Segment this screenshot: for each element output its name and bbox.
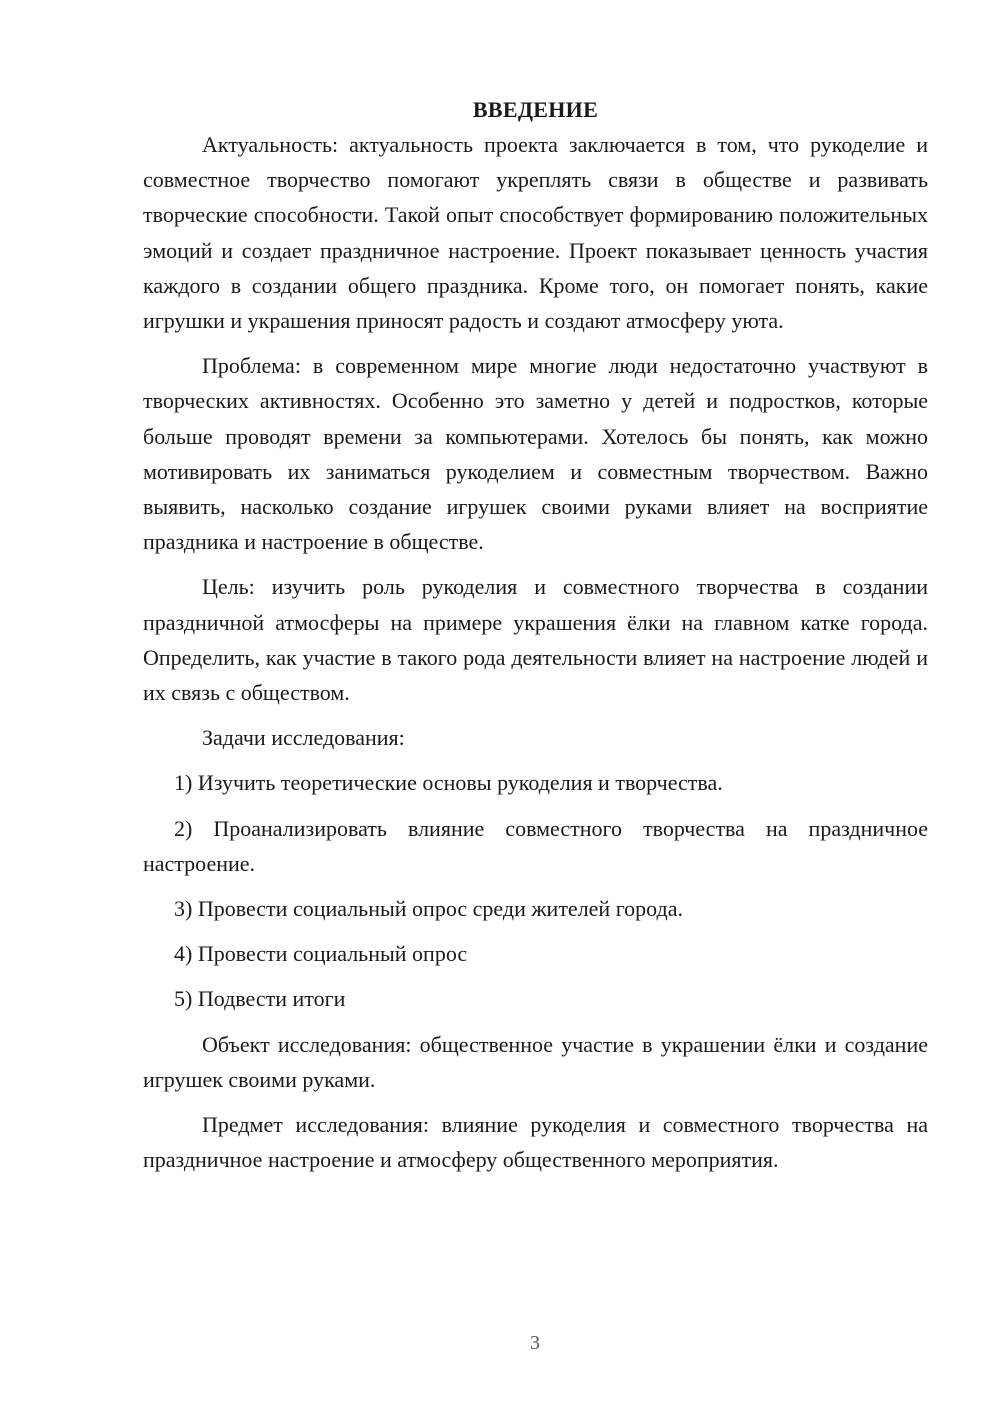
paragraph-subject: Предмет исследования: влияние рукоделия и совместного творчества на праздничное настроение и атмосферу общественного мероприятия. — [143, 1112, 928, 1173]
paragraph-relevance: Актуальность: актуальность проекта заключается в том, что рукоделие и совместное творчество помогают укреплять связи в обществе и развивать творческие способности. Такой опыт способствует формированию положительных эмоций и создает праздничное настроение. Проект показывает ценность участия каждого в создании общего праздника. Кроме того, он помогает понять, какие игрушки и украшения приносят радость и создают атмосферу уюта. — [143, 132, 928, 334]
paragraph-object: Объект исследования: общественное участие в украшении ёлки и создание игрушек своими руками. — [143, 1031, 928, 1092]
page-number: 3 — [530, 1332, 540, 1354]
paragraph-goal: Цель: изучить роль рукоделия и совместного творчества в создании праздничной атмосферы на примере украшения ёлки на главном катке города. Определить, как участие в такого рода деятельности влияет на настроение людей и их связь с обществом. — [143, 574, 928, 706]
task-item-5: 5) Подвести итоги — [174, 986, 346, 1012]
task-item-3: 3) Провести социальный опрос среди жителей города. — [174, 896, 684, 922]
task-item-4: 4) Провести социальный опрос — [174, 941, 468, 967]
tasks-heading: Задачи исследования: — [202, 725, 405, 751]
document-page — [143, 92, 928, 1177]
task-item-1: 1) Изучить теоретические основы рукоделия и творчества. — [174, 770, 723, 796]
paragraph-problem: Проблема: в современном мире многие люди недостаточно участвуют в творческих активностях. Особенно это заметно у детей и подростков, которые больше проводят времени за компьютерами. Хотелось бы понять, как можно мотивировать их заниматься рукоделием и совместным творчеством. Важно выявить, насколько создание игрушек своими руками влияет на восприятие праздника и настроение в обществе. — [143, 353, 928, 555]
task-item-2: 2) Проанализировать влияние совместного творчества на праздничное настроение. — [143, 815, 928, 876]
section-title: ВВЕДЕНИЕ — [472, 97, 599, 122]
